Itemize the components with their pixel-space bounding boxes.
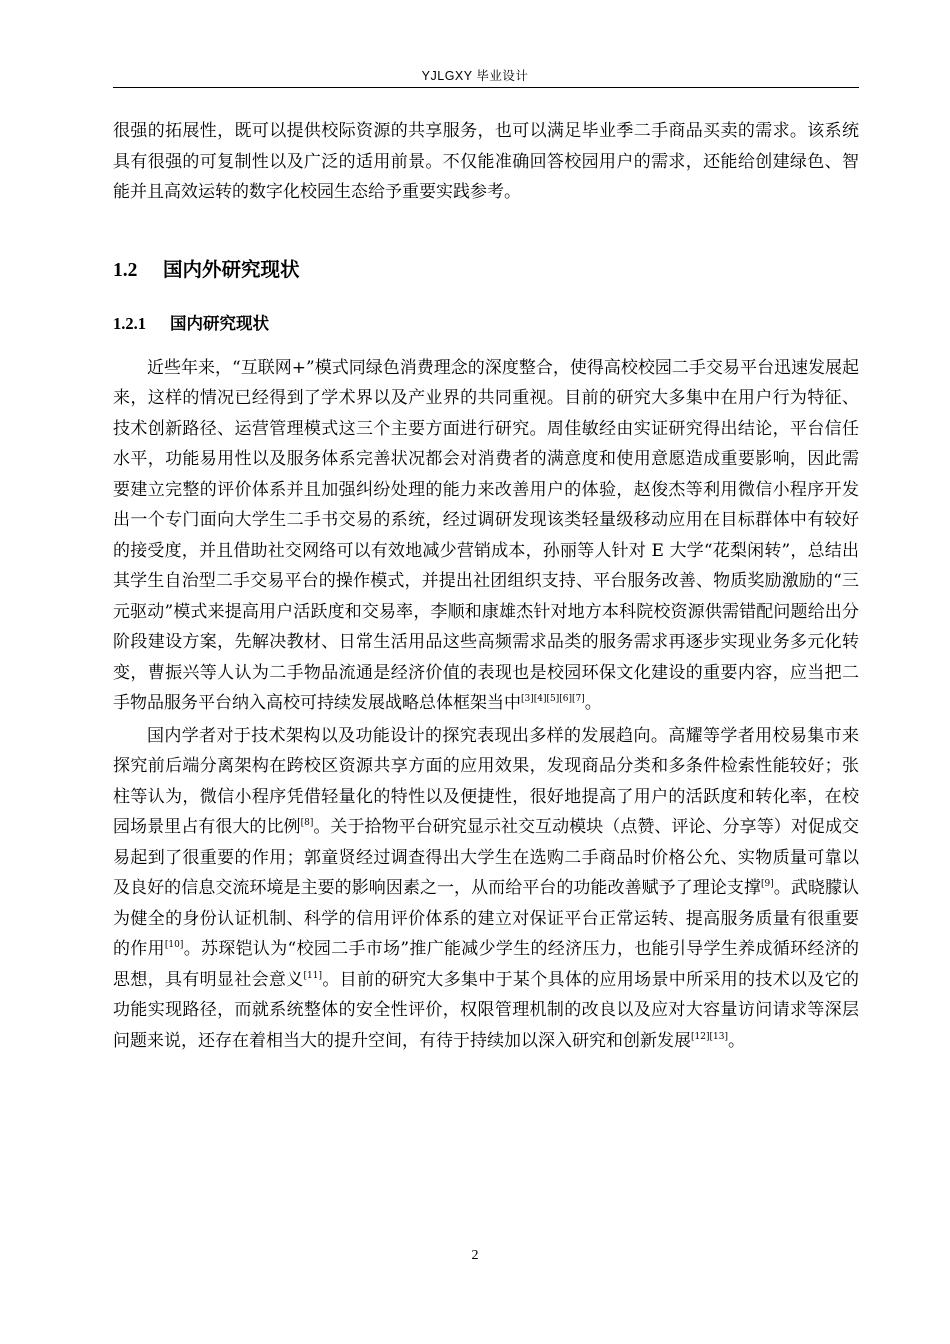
subsection-title: 国内研究现状 xyxy=(170,313,269,333)
paragraph-text: 。关于拾物平台研究显示社交互动模块（点赞、评论、分享等）对促成交易起到了很重要的作用；郭童贤经过调查得出大学生在选购二手商品时价格公允、实物质量可靠以及良好的信息交流环境是主要的影响因素之一，从而给平台的功能改善赋予了理论支撑 xyxy=(113,817,860,898)
section-title: 国内外研究现状 xyxy=(163,257,300,281)
page-header-title: YJLGXY 毕业设计 xyxy=(421,69,529,83)
header-rule xyxy=(113,87,859,88)
citation-ref: [10] xyxy=(164,940,184,950)
paragraph-text: 国内学者对于技术架构以及功能设计的探究表现出多样的发展趋向。高耀等学者用校易集市来探究前后端分离架构在跨校区资源共享方面的应用效果，发现商品分类和多条件检索性能较好；张柱等认为，微信小程序凭借轻量化的特性以及便捷性，很好地提高了用户的活跃度和转化率，在校园场景里占有很大的比例 xyxy=(113,725,859,837)
intro-paragraph: 很强的拓展性，既可以提供校际资源的共享服务，也可以满足毕业季二手商品买卖的需求。该系统具有很强的可复制性以及广泛的适用前景。不仅能准确回答校园用户的需求，还能给创建绿色、智能并且高效运转的数字化校园生态给予重要实践参考。 xyxy=(113,121,859,202)
paragraph-text: 近些年来，“互联网+”模式同绿色消费理念的深度整合，使得高校校园二手交易平台迅速发展起来，这样的情况已经得到了学术界以及产业界的共同重视。目前的研究大多集中在用户行为特征、技术创新路径、运营管理模式这三个主要方面进行研究。周佳敏经由实证研究得出结论，平台信任水平，功能易用性以及服务体系完善状况都会对消费者的满意度和使用意愿造成重要影响，因此需要建立完整的评价体系并且加强纠纷处理的能力来改善用户的体验，赵俊杰等利用微信小程序开发出一个专门面向大学生二手书交易的系统，经过调研发现该类轻量级移动应用在目标群体中有较好的接受度，并且借助社交网络可以有效地减少营销成本，孙丽等人针对 E 大学“花梨闲转”，总结出其学生自治型二手交易平台的操作模式，并提出社团组织支持、平台服务改善、物质奖励激励的“三元驱动”模式来提高用户活跃度和交易率，李顺和康雄杰针对地方本科院校资源供需错配问题给出分阶段建设方案，先解决教材、日常生活用品这些高频需求品类的服务需求再逐步实现业务多元化转变，曹振兴等人认为二手物品流通是经济价值的表现也是校园环保文化建设的重要内容，应当把二手物品服务平台纳入高校可持续发展战略总体框架当中 xyxy=(113,357,859,713)
paragraph-text: 。目前的研究大多集中于某个具体的应用场景中所采用的技术以及它的功能实现路径，而就系统整体的安全性评价，权限管理机制的改良以及应对大容量访问请求等深层问题来说，还存在着相当大的提升空间，有待于持续加以深入研究和创新发展 xyxy=(113,969,860,1051)
paragraph-text: 。苏琛铠认为“校园二手市场”推广能减少学生的经济压力，也能引导学生养成循环经济的思想，具有明显社会意义 xyxy=(113,939,859,990)
citation-ref: [12][13] xyxy=(691,1031,728,1042)
citation-ref: [3][4][5][6][7] xyxy=(521,694,585,704)
paragraph-text: 。 xyxy=(584,693,602,713)
paragraph-text: 。武晓朦认为健全的身份认证机制、科学的信用评价体系的建立对保证平台正常运转、提高服务质量有很重要的作用 xyxy=(113,878,860,959)
section-number: 1.2 xyxy=(113,259,138,281)
section-heading xyxy=(113,255,859,285)
citation-ref: [11] xyxy=(303,970,323,981)
citation-ref: [9] xyxy=(761,879,774,889)
citation-ref: [8] xyxy=(300,818,314,828)
spacer xyxy=(113,208,859,255)
spacer xyxy=(113,285,859,310)
paragraph-text: 。 xyxy=(727,1030,745,1051)
body-paragraph-1 xyxy=(113,353,859,719)
page-number: 2 xyxy=(471,1248,479,1263)
spacer xyxy=(113,338,859,353)
subsection-number: 1.2.1 xyxy=(113,313,146,333)
body-paragraph-2 xyxy=(113,721,859,1057)
page-body xyxy=(113,116,859,1056)
subsection-heading xyxy=(113,310,859,338)
